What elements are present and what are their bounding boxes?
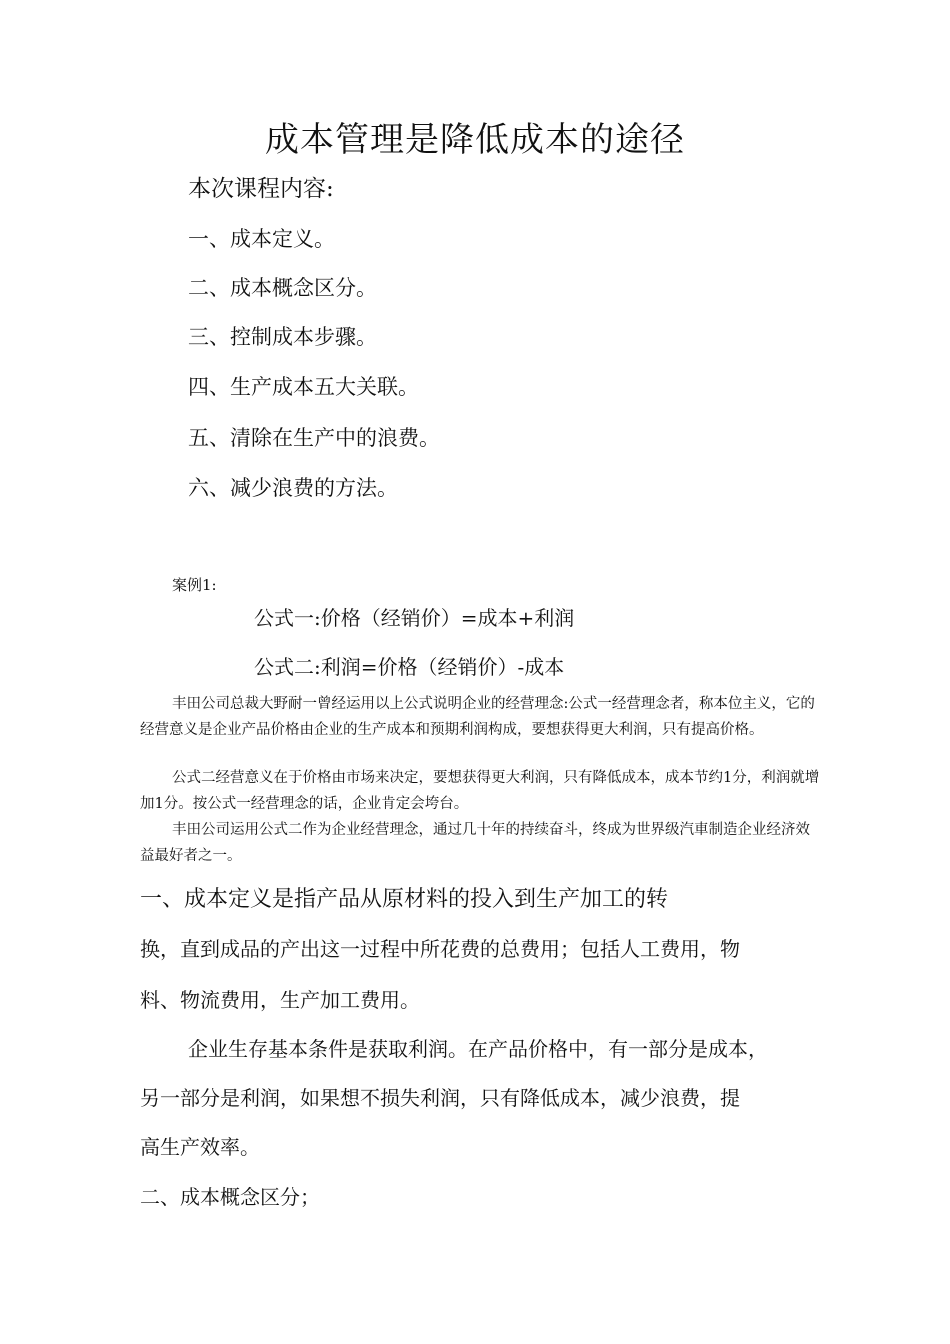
case-paragraph: 丰田公司运用公式二作为企业经营理念，通过几十年的持续奋斗，终成为世界级汽車制造企业经济效益最好者之一。: [140, 822, 810, 864]
toc-item: 四、生产成本五大关联。: [188, 375, 419, 399]
section1-para2-line: 另一部分是利润，如果想不损失利润，只有降低成本，减少浪费，提: [140, 1086, 740, 1110]
section2-heading: 二、成本概念区分；: [140, 1185, 320, 1209]
toc-item: 六、减少浪费的方法。: [188, 476, 398, 500]
toc-item: 三、控制成本步骤。: [188, 325, 377, 349]
formula-two: 公式二:利润=价格（经销价）-成本: [254, 655, 565, 679]
case-paragraph: 丰田公司总裁大野耐一曾经运用以上公式说明企业的经营理念:公式一经营理念者，称本位主义，它的经营意义是企业产品价格由企业的生产成本和预期利润构成，要想获得更大利润，只有提高价格。: [140, 696, 815, 738]
toc-item: 五、清除在生产中的浪费。: [188, 426, 440, 450]
toc-item: 二、成本概念区分。: [188, 276, 377, 300]
case-label: 案例1:: [172, 576, 217, 594]
section1-line: 料、物流费用，生产加工费用。: [140, 988, 420, 1012]
section1-line: 换，直到成品的产出这一过程中所花费的总费用；包括人工费用，物: [140, 937, 740, 961]
formula-one: 公式一:价格（经销价）=成本+利润: [254, 606, 575, 630]
section1-line: 一、成本定义是指产品从原材料的投入到生产加工的转: [140, 887, 669, 912]
course-content-heading: 本次课程内容:: [188, 176, 334, 202]
case-paragraph: 公式二经营意义在于价格由市场来决定，要想获得更大利润，只有降低成本，成本节约1分，利润就增加1分。按公式一经营理念的话，企业肯定会垮台。: [140, 770, 820, 812]
toc-item: 一、成本定义。: [188, 227, 335, 251]
section1-para2-line: 企业生存基本条件是获取利润。在产品价格中，有一部分是成本，: [188, 1037, 768, 1061]
document-title: 成本管理是降低成本的途径: [265, 120, 685, 160]
section1-para2-line: 高生产效率。: [140, 1135, 260, 1159]
